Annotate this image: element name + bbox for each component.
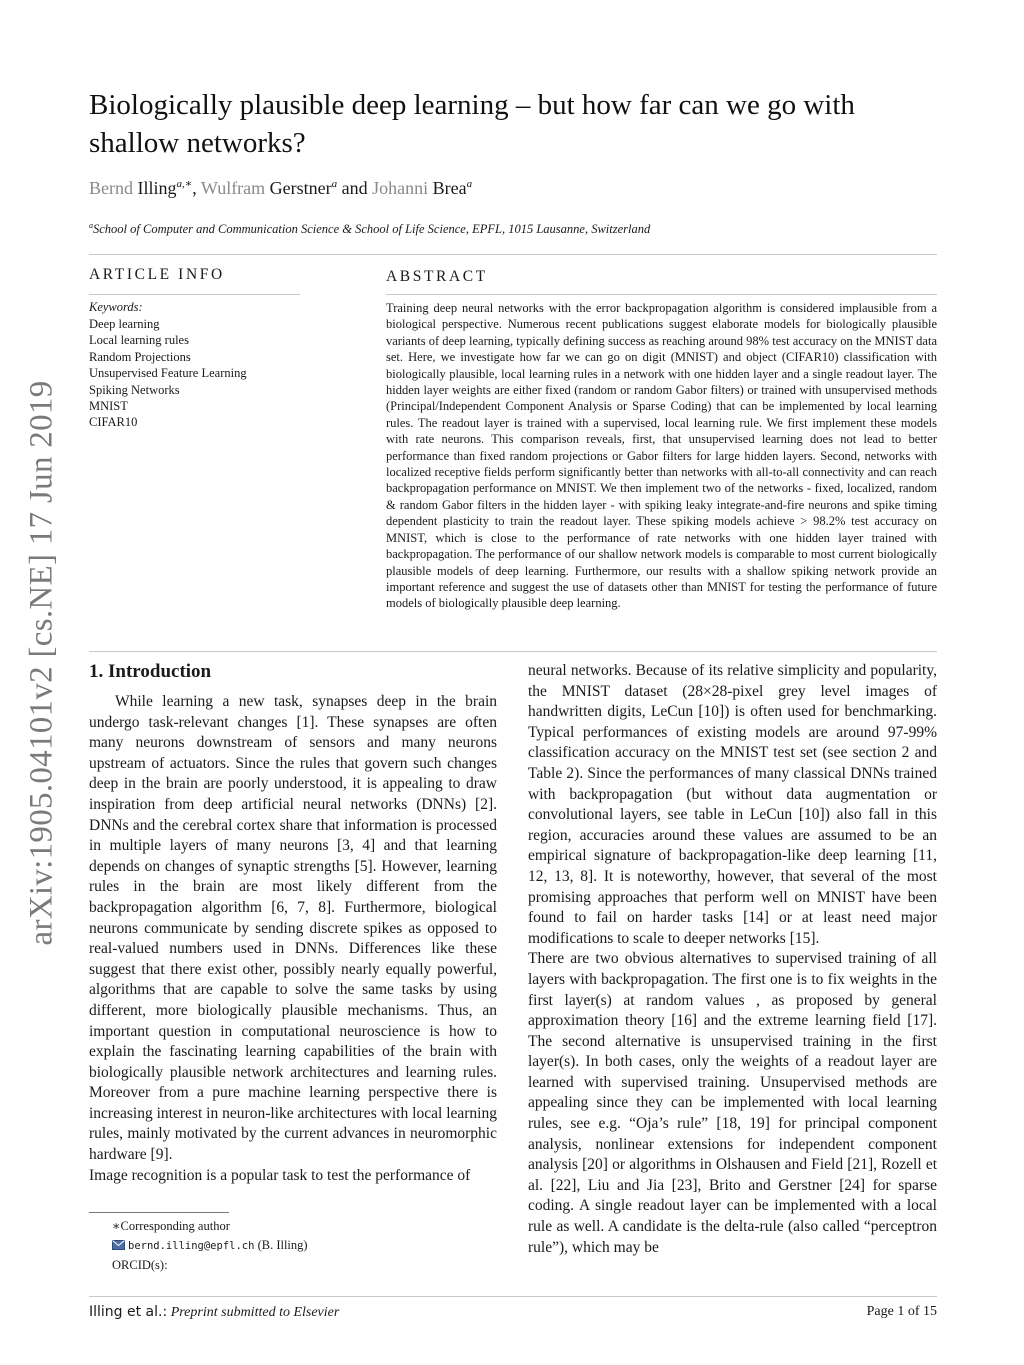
keyword-list bbox=[89, 316, 247, 431]
affiliation: $^a$School of Computer and Communication Science & School of Life Science, EPFL, 1015 Lausanne, Switzerland bbox=[89, 221, 651, 237]
keyword-item: Deep learning bbox=[89, 317, 160, 331]
footer-journal: Preprint submitted to Elsevier bbox=[170, 1305, 340, 1320]
keyword-item: MNIST bbox=[89, 399, 128, 414]
page-number: Page 1 of 15 bbox=[866, 1304, 937, 1319]
arxiv-identifier: arXiv:1905.04101v2 [cs.NE] 17 Jun 2019 bbox=[23, 380, 60, 946]
corresponding-author-note: ∗Corresponding author bbox=[112, 1219, 230, 1233]
orcid-line: ORCID(s): bbox=[112, 1258, 168, 1272]
keywords-label: Keywords: bbox=[89, 300, 143, 314]
divider-abstract-bottom bbox=[89, 651, 937, 652]
paragraph: neural networks. Because of its relative simplicity and popularity, the MNIST dataset (28×28-pixel grey level images of handwritten digits, LeCun [10]) is often used for benchmarking. Typical performances of existing models are around 97-99% classification accuracy on the MNIST test set (see section 2 and Table 2). Since the performances of many classical DNNs trained with backpropagation (but without data augmentation or convolutional layers, see table in LeCun [10]) also fall in this region, accuracies around these values are assumed to be an empirical signature of backpropagation-like deep learning [11, 12, 13, 8]. It is noteworthy, however, that several of the most promising approaches that perform well on MNIST have been found to fail on harder tasks [14] or at least need major modifications to scale to deeper networks [15]. bbox=[528, 662, 937, 947]
paragraph: While learning a new task, synapses deep in the brain undergo task-relevant changes [1]. These synapses are often many neurons downstream of sensors and many neurons upstream of actuators. Since the rules that govern such changes deep in the brain are poorly understood, it is appealing to draw inspiration from deep artificial neural networks (DNNs) [2]. DNNs and the cerebral cortex share that information is processed in multiple layers of many neurons [3, 4] and that learning depends on changes of synaptic strengths [5]. However, learning rules in the brain are most likely different from the backpropagation algorithm [6, 7, 8]. Furthermore, biological neurons communicate by sending discrete spikes as opposed to real-valued numbers used in DNNs. Differences like these suggest that there exist other, possibly nearly equally powerful, algorithms that are capable to solve the same tasks by using different, more biologically plausible mechanisms. Thus, an important question in computational neuroscience is how to explain the fascinating learning capabilities of the brain with biologically plausible network architectures and learning rules. Moreover from a pure machine learning perspective there is increasing interest in neuron-like architectures with local learning rules, mainly motivated by the current advances in neuromorphic hardware [9]. bbox=[89, 693, 497, 1164]
author-1[interactable]: Bernd Illing$^{a,∗}$ bbox=[89, 178, 193, 198]
email-line: bernd.illing@epfl.ch (B. Illing) bbox=[112, 1236, 308, 1256]
left-column bbox=[89, 692, 497, 1186]
article-info-heading: ARTICLE INFO bbox=[89, 266, 225, 283]
email-link[interactable]: bernd.illing@epfl.ch bbox=[128, 1240, 255, 1252]
envelope-icon bbox=[112, 1240, 125, 1250]
keyword-item: CIFAR10 bbox=[89, 415, 138, 430]
keyword-item: Unsupervised Feature Learning bbox=[89, 366, 247, 381]
abstract-body: Training deep neural networks with the error backpropagation algorithm is considered implausible from a biological perspective. Numerous recent publications suggest elaborate models for biologically plausible variants of deep learning, typically defining success as reaching around 98% test accuracy on the MNIST data set. Here, we investigate how far we can go on digit (MNIST) and object (CIFAR10) classification with biologically plausible, local learning rules in a network with one hidden layer and a single readout layer. The hidden layer weights are either fixed (random or random Gabor filters) or trained with unsupervised methods (Principal/Independent Component Analysis or Sparse Coding) that can be implemented by local learning rules. The readout layer is trained with a supervised, local learning rule. We first implement these models with rate neurons. This comparison reveals, first, that unsupervised learning does not lead to better performance than fixed random projections or Gabor filters for large hidden layers. Second, networks with localized receptive fields perform significantly better than networks with all-to-all connectivity and can reach backpropagation performance on MNIST. We then implement two of the networks - fixed, localized, random & random Gabor filters in the hidden layer - with spiking leaky integrate-and-fire neurons and spike timing dependent plasticity to train the readout layer. These spiking models achieve > 98.2% test accuracy on MNIST, which is close to the performance of rate networks with one hidden layer trained with backpropagation. The performance of our shallow network models is comparable to most current biologically plausible models of deep learning. Furthermore, our results with a shallow spiking network provide an important reference and suggest the use of datasets other than MNIST for testing the performance of future models of biologically plausible deep learning. bbox=[386, 301, 937, 611]
keyword-item: Spiking Networks bbox=[89, 382, 180, 397]
footer-authors: Illing et al.: bbox=[89, 1304, 168, 1320]
paragraph: Image recognition is a popular task to test the performance of bbox=[89, 1166, 471, 1184]
divider-article-info bbox=[89, 294, 300, 295]
keyword-item: Local learning rules bbox=[89, 333, 189, 348]
footnote bbox=[112, 1217, 308, 1275]
footnote-rule bbox=[89, 1212, 229, 1213]
divider-abstract bbox=[386, 294, 937, 295]
footer-left bbox=[89, 1304, 339, 1321]
section-heading-introduction: 1. Introduction bbox=[89, 661, 212, 682]
author-3[interactable]: Johanni Brea$^a$ bbox=[372, 178, 473, 198]
right-column bbox=[528, 661, 937, 1258]
author-2[interactable]: Wulfram Gerstner$^a$ bbox=[200, 178, 338, 198]
author-list: Bernd Illing$^{a,∗}$, Wulfram Gerstner$^a$ and Johanni Brea$^a$ bbox=[89, 178, 473, 198]
paragraph: There are two obvious alternatives to supervised training of all layers with backpropagation. The first one is to fix weights in the first layer(s) at random values , as proposed by general approximation theory [16] and the extreme learning field [17]. The second alternative is unsupervised training in the first layer(s). In both cases, only the weights of a readout layer are learned with supervised training. Unsupervised methods are appealing since they can be implemented with local learning rules, see e.g. “Oja’s rule” [18, 19] for principal component analysis, nonlinear extensions for independent component analysis [20] or algorithms in Olshausen and Field [21], Rozell et al. [22], Liu and Jia [23], Brito and Gerstner [24] for sparse coding. A single readout layer can be implemented with a local rule as well. A candidate is the delta-rule (also called “perceptron rule”), which may be bbox=[528, 950, 937, 1256]
paper-title: Biologically plausible deep learning – but how far can we go with shallow networks? bbox=[89, 89, 855, 159]
divider-footer bbox=[89, 1296, 937, 1297]
abstract-heading: ABSTRACT bbox=[386, 268, 488, 285]
divider-top bbox=[89, 254, 937, 255]
keyword-item: Random Projections bbox=[89, 349, 191, 364]
